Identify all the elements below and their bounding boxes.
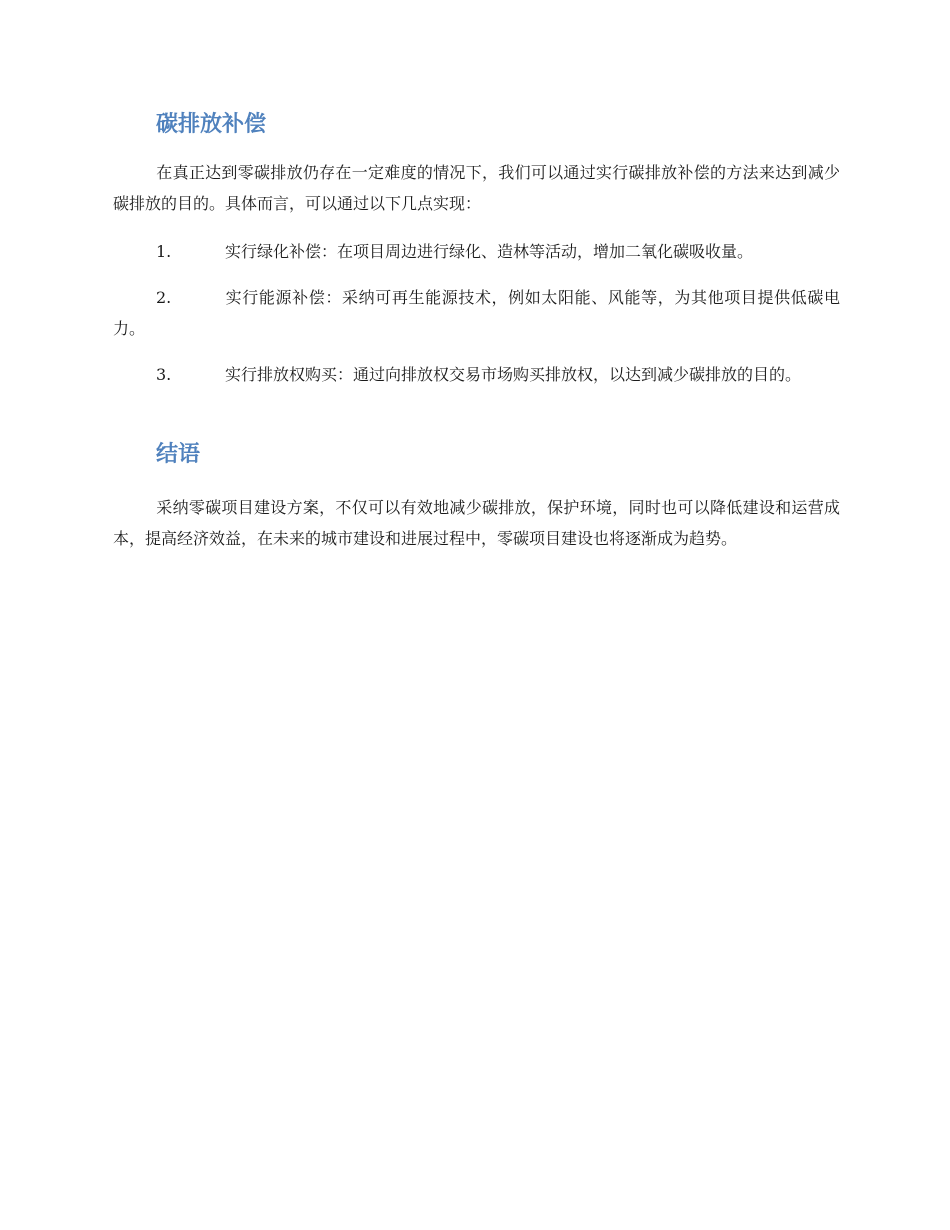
list-item-text: 实行排放权购买：通过向排放权交易市场购买排放权，以达到减少碳排放的目的。 bbox=[225, 365, 802, 384]
intro-text: 在真正达到零碳排放仍存在一定难度的情况下，我们可以通过实行碳排放补偿的方法来达到减少碳排放的目的。具体而言，可以通过以下几点实现： bbox=[113, 163, 840, 213]
list-item-text: 实行能源补偿：采纳可再生能源技术，例如太阳能、风能等，为其他项目提供低碳电力。 bbox=[113, 288, 840, 338]
conclusion-paragraph bbox=[113, 492, 840, 554]
section-heading-carbon-offset: 碳排放补偿 bbox=[156, 112, 267, 137]
section-heading-conclusion: 结语 bbox=[156, 442, 201, 467]
section-intro-paragraph bbox=[113, 157, 840, 219]
list-item-text: 实行绿化补偿：在项目周边进行绿化、造林等活动，增加二氧化碳吸收量。 bbox=[225, 242, 754, 261]
list-number: 3. bbox=[156, 365, 172, 384]
list-item-3 bbox=[113, 359, 840, 390]
list-item-1 bbox=[113, 236, 840, 267]
conclusion-text: 采纳零碳项目建设方案，不仅可以有效地减少碳排放，保护环境，同时也可以降低建设和运营成本，提高经济效益，在未来的城市建设和进展过程中，零碳项目建设也将逐渐成为趋势。 bbox=[113, 498, 840, 548]
list-number: 2. bbox=[156, 288, 172, 307]
list-number: 1. bbox=[156, 242, 172, 261]
list-item-2 bbox=[113, 282, 840, 344]
